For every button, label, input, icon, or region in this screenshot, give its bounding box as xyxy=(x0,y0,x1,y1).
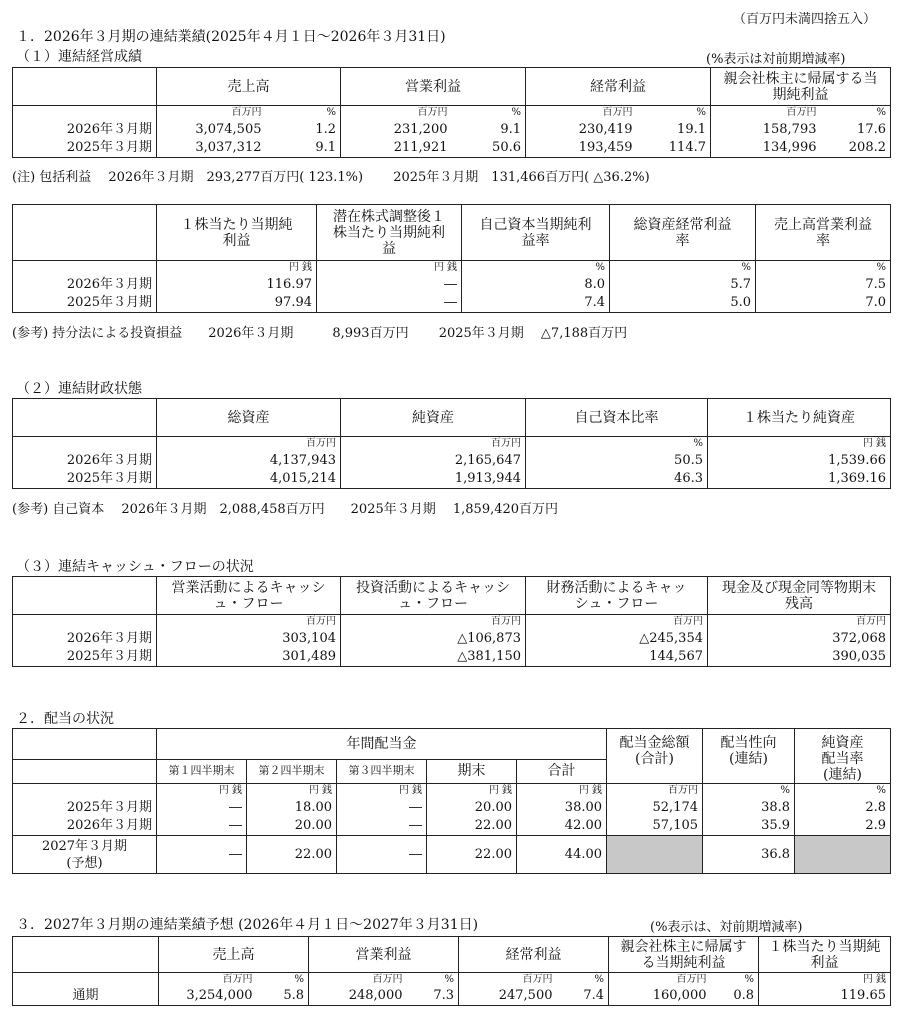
unit: % xyxy=(594,974,604,986)
unit-blank xyxy=(13,973,159,987)
cell: 22.00 xyxy=(247,836,337,874)
equity-method-footnote: (参考) 持分法による投資損益 2026年３月期 8,993百万円 2025年３月期 △7,188百万円 xyxy=(12,326,628,341)
cell: 44.00 xyxy=(517,836,607,874)
unit-blank xyxy=(13,615,157,629)
forecast-note: (%表示は、対前期増減率) xyxy=(650,920,803,935)
col-header-operating-income: 営業利益 xyxy=(309,937,459,973)
unit-blank xyxy=(13,106,157,120)
unit: 百万円 xyxy=(708,615,891,629)
section-1-title: １．2026年３月期の連結業績(2025年４月１日～2026年３月31日) xyxy=(16,29,446,45)
cash-flow-table xyxy=(12,576,891,667)
cell: 5.0 xyxy=(610,294,756,313)
table-row xyxy=(13,451,891,470)
cell: 119.65 xyxy=(759,987,891,1006)
header-blank xyxy=(13,759,157,783)
cell: ― xyxy=(337,817,427,836)
unit: % xyxy=(876,107,886,119)
cash-flow-title: （３）連結キャッシュ・フローの状況 xyxy=(16,559,254,575)
header-blank xyxy=(13,937,159,973)
cell: 5.7 xyxy=(610,275,756,294)
col-header-eps: １株当たり当期純利益 xyxy=(157,205,317,261)
cell: 2.9 xyxy=(795,817,891,836)
cell: 46.3 xyxy=(526,470,708,489)
header-blank xyxy=(13,399,157,437)
unit: % xyxy=(526,437,708,451)
row-label: 2025年３月期 xyxy=(66,471,152,487)
row-label: 通期 xyxy=(72,988,99,1004)
unit: 円 銭 xyxy=(759,973,891,987)
unit: % xyxy=(462,261,610,275)
cell: 208.2 xyxy=(848,140,886,156)
cell: 18.00 xyxy=(247,798,337,817)
col-header-net-income: 親会社株主に帰属する当期純利益 xyxy=(609,937,759,973)
cell: 1,539.66 xyxy=(708,451,891,470)
row-label: 2026年３月期 xyxy=(66,276,152,292)
row-label: 2025年３月期 xyxy=(66,140,152,156)
unit: 百万円 xyxy=(341,615,526,629)
row-label: 2026年３月期 xyxy=(66,818,152,834)
cell: 4,015,214 xyxy=(157,470,341,489)
cell: 17.6 xyxy=(857,121,886,137)
unit: 百万円 xyxy=(157,437,341,451)
col-header-sales: 売上高 xyxy=(157,68,341,106)
cell: ― xyxy=(157,817,247,836)
cell: 0.8 xyxy=(733,988,754,1004)
col-header-ordinary-income: 経常利益 xyxy=(459,937,609,973)
unit: % xyxy=(444,974,454,986)
row-label: 2025年３月期 xyxy=(66,649,152,665)
unit: % xyxy=(610,261,756,275)
cell: 38.00 xyxy=(517,798,607,817)
table-row xyxy=(13,629,891,648)
col-header-payout-ratio: 配当性向(連結) xyxy=(703,729,795,784)
cell: 390,035 xyxy=(708,648,891,667)
col-header-q1: 第１四半期末 xyxy=(157,759,247,783)
cell: 50.6 xyxy=(492,140,521,156)
cell: 134,996 xyxy=(711,139,821,158)
cell: ― xyxy=(337,836,427,874)
unit: 百万円 xyxy=(341,106,452,120)
cell: ― xyxy=(157,836,247,874)
col-header-investing-cf: 投資活動によるキャッシュ・フロー xyxy=(341,577,526,615)
unit-blank xyxy=(13,784,157,798)
unit: % xyxy=(696,107,706,119)
cell: 2.8 xyxy=(795,798,891,817)
col-header-total-assets: 総資産 xyxy=(157,399,341,437)
cell: 57,105 xyxy=(607,817,703,836)
cell: ― xyxy=(337,798,427,817)
comprehensive-income-footnote: (注) 包括利益 2026年３月期 293,277百万円( 123.1%) 2025年３月期 131,466百万円( △36.2%) xyxy=(12,170,650,185)
unit: 百万円 xyxy=(159,973,257,987)
forecast-label-note: (予想) xyxy=(66,855,103,871)
unit: % xyxy=(756,261,891,275)
cell: 8.0 xyxy=(462,275,610,294)
col-header-doe: 純資産配当率(連結) xyxy=(795,729,891,784)
unit: 百万円 xyxy=(526,106,637,120)
cell: 3,254,000 xyxy=(159,987,257,1006)
col-header-q2: 第２四半期末 xyxy=(247,759,337,783)
table-row xyxy=(13,294,891,313)
cell: 38.8 xyxy=(703,798,795,817)
col-header-ordinary-income: 経常利益 xyxy=(526,68,711,106)
cell: 19.1 xyxy=(677,121,706,137)
cell: 7.4 xyxy=(583,988,604,1004)
row-label: 2026年３月期 xyxy=(66,630,152,646)
cell: 160,000 xyxy=(609,987,711,1006)
unit: 百万円 xyxy=(157,106,266,120)
cell: 230,419 xyxy=(526,120,637,139)
col-header-sales: 売上高 xyxy=(159,937,309,973)
cell: 144,567 xyxy=(526,648,708,667)
unit: % xyxy=(744,974,754,986)
cell: 36.8 xyxy=(703,836,795,874)
table-row xyxy=(13,120,891,139)
col-header-year-end: 期末 xyxy=(427,759,517,783)
per-share-table xyxy=(12,204,891,313)
col-header-total: 合計 xyxy=(517,759,607,783)
cell: 4,137,943 xyxy=(157,451,341,470)
operating-results-note: (%表示は対前期増減率) xyxy=(706,52,846,67)
cell: 50.5 xyxy=(526,451,708,470)
cell: 7.4 xyxy=(462,294,610,313)
col-header-dividend-total: 配当金総額(合計) xyxy=(607,729,703,784)
col-header-equity-ratio: 自己資本比率 xyxy=(526,399,708,437)
unit: 百万円 xyxy=(157,615,341,629)
header-blank xyxy=(13,68,157,106)
col-header-eps: １株当たり当期純利益 xyxy=(759,937,891,973)
cell: ― xyxy=(157,798,247,817)
financial-position-table xyxy=(12,398,891,489)
cell: 1.2 xyxy=(315,121,336,137)
unit: 百万円 xyxy=(609,973,711,987)
cell: 158,793 xyxy=(711,120,821,139)
header-blank xyxy=(13,729,157,760)
table-row xyxy=(13,139,891,158)
cell: 7.5 xyxy=(756,275,891,294)
col-header-bps: １株当たり純資産 xyxy=(708,399,891,437)
cell: 7.0 xyxy=(756,294,891,313)
cell: 231,200 xyxy=(341,120,452,139)
cell: 3,074,505 xyxy=(157,120,266,139)
unit: 百万円 xyxy=(459,973,557,987)
unit: 円 銭 xyxy=(157,784,247,798)
cell: 3,037,312 xyxy=(157,139,266,158)
cell: 52,174 xyxy=(607,798,703,817)
col-header-margin: 売上高営業利益率 xyxy=(756,205,891,261)
cell: 2,165,647 xyxy=(341,451,526,470)
col-header-operating-income: 営業利益 xyxy=(341,68,526,106)
col-header-diluted-eps: 潜在株式調整後１株当たり当期純利益 xyxy=(317,205,462,261)
unit: % xyxy=(511,107,521,119)
forecast-row xyxy=(13,836,891,874)
row-label: 2025年３月期 xyxy=(66,295,152,311)
cell: 372,068 xyxy=(708,629,891,648)
table-row xyxy=(13,817,891,836)
header-blank xyxy=(13,205,157,261)
unit: 百万円 xyxy=(526,615,708,629)
cell: 20.00 xyxy=(427,798,517,817)
unit-note: （百万円未満四捨五入） xyxy=(733,12,877,27)
operating-results-title: （１）連結経営成績 xyxy=(16,49,142,65)
col-header-financing-cf: 財務活動によるキャッシュ・フロー xyxy=(526,577,708,615)
forecast-label-year: 2027年３月期 xyxy=(41,838,128,854)
header-blank xyxy=(13,577,157,615)
cell: 5.8 xyxy=(283,988,304,1004)
col-header-roe: 自己資本当期純利益率 xyxy=(462,205,610,261)
unit: 円 銭 xyxy=(517,784,607,798)
cell: 1,913,944 xyxy=(341,470,526,489)
col-header-net-assets: 純資産 xyxy=(341,399,526,437)
unit: % xyxy=(795,784,891,798)
cell: 303,104 xyxy=(157,629,341,648)
table-row xyxy=(13,987,891,1006)
col-header-roa: 総資産経常利益率 xyxy=(610,205,756,261)
cell: 1,369.16 xyxy=(708,470,891,489)
unit: 円 銭 xyxy=(317,261,462,275)
row-label: 2026年３月期 xyxy=(66,121,152,137)
cell: 248,000 xyxy=(309,987,407,1006)
cell: 114.7 xyxy=(668,140,706,156)
unit: 百万円 xyxy=(607,784,703,798)
unit: 円 銭 xyxy=(708,437,891,451)
cell: △106,873 xyxy=(341,629,526,648)
cell: 247,500 xyxy=(459,987,557,1006)
unit: 円 銭 xyxy=(427,784,517,798)
unit: 百万円 xyxy=(309,973,407,987)
col-header-net-income: 親会社株主に帰属する当期純利益 xyxy=(711,68,891,106)
unit: % xyxy=(294,974,304,986)
cell: 9.1 xyxy=(500,121,521,137)
unit: % xyxy=(703,784,795,798)
table-row xyxy=(13,275,891,294)
table-row xyxy=(13,648,891,667)
unit: 円 銭 xyxy=(157,261,317,275)
cell: 97.94 xyxy=(157,294,317,313)
unit: % xyxy=(326,107,336,119)
unit: 円 銭 xyxy=(337,784,427,798)
cell: 301,489 xyxy=(157,648,341,667)
cell: 9.1 xyxy=(315,140,336,156)
cell: 22.00 xyxy=(427,836,517,874)
equity-footnote: (参考) 自己資本 2026年３月期 2,088,458百万円 2025年３月期 1,859,420百万円 xyxy=(12,502,559,517)
cell: ― xyxy=(317,275,462,294)
financial-position-title: （２）連結財政状態 xyxy=(16,381,142,397)
row-label: 2026年３月期 xyxy=(66,452,152,468)
table-row xyxy=(13,470,891,489)
cell: 35.9 xyxy=(703,817,795,836)
unit: 百万円 xyxy=(341,437,526,451)
cell: △381,150 xyxy=(341,648,526,667)
row-label-forecast xyxy=(13,836,157,874)
cell: 20.00 xyxy=(247,817,337,836)
unit: 円 銭 xyxy=(247,784,337,798)
table-row xyxy=(13,798,891,817)
unit-blank xyxy=(13,437,157,451)
cell: 193,459 xyxy=(526,139,637,158)
col-header-operating-cf: 営業活動によるキャッシュ・フロー xyxy=(157,577,341,615)
section-2-title: ２．配当の状況 xyxy=(16,711,114,727)
cell-shaded xyxy=(607,836,703,874)
dividends-table xyxy=(12,728,891,874)
cell: 116.97 xyxy=(157,275,317,294)
col-header-q3: 第３四半期末 xyxy=(337,759,427,783)
forecast-table xyxy=(12,936,891,1006)
col-header-cash-ending: 現金及び現金同等物期末残高 xyxy=(708,577,891,615)
unit: 百万円 xyxy=(711,106,821,120)
unit-blank xyxy=(13,261,157,275)
cell: ― xyxy=(317,294,462,313)
col-header-annual-dividend: 年間配当金 xyxy=(157,729,607,760)
cell: 42.00 xyxy=(517,817,607,836)
operating-results-table xyxy=(12,67,891,158)
cell: 7.3 xyxy=(433,988,454,1004)
cell-shaded xyxy=(795,836,891,874)
cell: 22.00 xyxy=(427,817,517,836)
row-label: 2025年３月期 xyxy=(66,799,152,815)
section-3-title: ３．2027年３月期の連結業績予想 (2026年４月１日～2027年３月31日) xyxy=(16,917,479,933)
cell: 211,921 xyxy=(341,139,452,158)
cell: △245,354 xyxy=(526,629,708,648)
